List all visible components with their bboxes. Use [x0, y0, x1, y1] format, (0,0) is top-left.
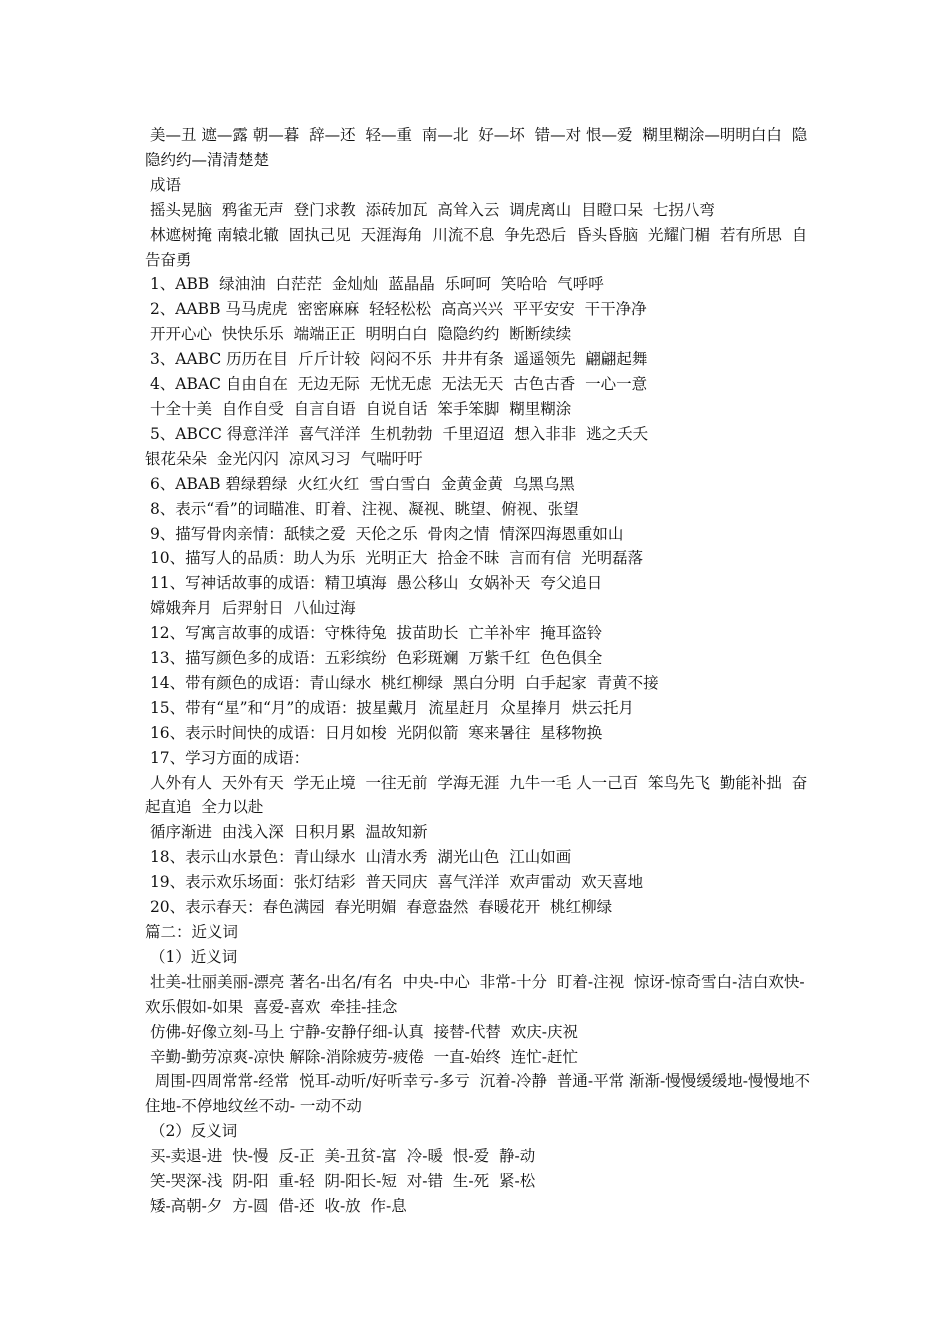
text-line: 仿佛-好像立刻-马上 宁静-安静仔细-认真 接替-代替 欢庆-庆祝 [145, 1022, 578, 1041]
text-line: 10、描写人的品质：助人为乐 光明正大 拾金不昧 言而有信 光明磊落 [145, 549, 644, 568]
text-line: 人外有人 天外有天 学无止境 一往无前 学海无涯 九牛一毛 人一己百 笨鸟先飞 勤能补拙 奋起直追 全力以赴 [145, 773, 808, 817]
text-line: 嫦娥奔月 后羿射日 八仙过海 [145, 599, 356, 618]
text-line: 19、表示欢乐场面：张灯结彩 普天同庆 喜气洋洋 欢声雷动 欢天喜地 [145, 873, 644, 892]
text-line: 十全十美 自作自受 自言自语 自说自话 笨手笨脚 糊里糊涂 [145, 399, 572, 418]
text-line: 2、AABB 马马虎虎 密密麻麻 轻轻松松 高高兴兴 平平安安 干干净净 [145, 300, 647, 319]
text-line: 1、ABB 绿油油 白茫茫 金灿灿 蓝晶晶 乐呵呵 笑哈哈 气呼呼 [145, 275, 604, 294]
text-line: 20、表示春天：春色满园 春光明媚 春意盎然 春暖花开 桃红柳绿 [145, 898, 613, 917]
text-line: 13、描写颜色多的成语：五彩缤纷 色彩斑斓 万紫千红 色色俱全 [145, 649, 603, 668]
text-line: 开开心心 快快乐乐 端端正正 明明白白 隐隐约约 断断续续 [145, 325, 572, 344]
text-line: 18、表示山水景色：青山绿水 山清水秀 湖光山色 江山如画 [145, 848, 572, 867]
text-line: 壮美-壮丽美丽-漂亮 著名-出名/有名 中央-中心 非常-十分 盯着-注视 惊讶-惊奇雪白-洁白欢快-欢乐假如-如果 喜爱-喜欢 牵挂-挂念 [145, 972, 805, 1016]
text-line: 9、描写骨肉亲情：舐犊之爱 天伦之乐 骨肉之情 情深四海恩重如山 [145, 524, 624, 543]
text-line: 成语 [145, 175, 181, 194]
text-line: 14、带有颜色的成语：青山绿水 桃红柳绿 黑白分明 白手起家 青黄不接 [145, 673, 659, 692]
text-line: 6、ABAB 碧绿碧绿 火红火红 雪白雪白 金黄金黄 乌黑乌黑 [145, 474, 575, 493]
text-line: 摇头晃脑 鸦雀无声 登门求教 添砖加瓦 高耸入云 调虎离山 目瞪口呆 七拐八弯 [145, 200, 715, 219]
text-line: 笑-哭深-浅 阴-阳 重-轻 阴-阳长-短 对-错 生-死 紧-松 [145, 1172, 536, 1191]
text-line: （2）反义词 [145, 1122, 238, 1141]
text-line: 辛勤-勤劳凉爽-凉快 解除-消除疲劳-疲倦 一直-始终 连忙-赶忙 [145, 1047, 578, 1066]
text-line: （1）近义词 [145, 947, 238, 966]
text-line: 银花朵朵 金光闪闪 凉风习习 气喘吁吁 [145, 449, 423, 468]
text-line: 15、带有“星”和“月”的成语：披星戴月 流星赶月 众星捧月 烘云托月 [145, 698, 634, 717]
text-line: 林遮树掩 南辕北辙 固执己见 天涯海角 川流不息 争先恐后 昏头昏脑 光耀门楣 若有所思 自告奋勇 [145, 225, 808, 269]
text-line: 17、学习方面的成语： [145, 748, 310, 767]
document-body [145, 123, 810, 1219]
text-line: 篇二：近义词 [145, 923, 239, 941]
text-line: 美—丑 遮—露 朝—暮 辞—还 轻—重 南—北 好—坏 错—对 恨—爱 糊里糊涂—明明白白 隐隐约约—清清楚楚 [145, 126, 808, 169]
text-line: 16、表示时间快的成语：日月如梭 光阴似箭 寒来暑往 星移物换 [145, 723, 603, 742]
text-line: 8、表示“看”的词瞄准、盯着、注视、凝视、眺望、俯视、张望 [145, 499, 579, 518]
text-line: 5、ABCC 得意洋洋 喜气洋洋 生机勃勃 千里迢迢 想入非非 逃之夭夭 [145, 424, 649, 443]
text-line: 4、ABAC 自由自在 无边无际 无忧无虑 无法无天 古色古香 一心一意 [145, 375, 648, 394]
text-line: 11、写神话故事的成语：精卫填海 愚公移山 女娲补天 夸父追日 [145, 574, 603, 593]
text-line: 循序渐进 由浅入深 日积月累 温故知新 [145, 823, 428, 842]
text-line: 12、写寓言故事的成语：守株待兔 拔苗助长 亡羊补牢 掩耳盗铃 [145, 624, 603, 643]
text-line: 周围-四周常常-经常 悦耳-动听/好听幸亏-多亏 沉着-冷静 普通-平常 渐渐-慢慢缓缓地-慢慢地不住地-不停地纹丝不动- 一动不动 [145, 1072, 810, 1116]
text-line: 矮-高朝-夕 方-圆 借-还 收-放 作-息 [145, 1196, 407, 1215]
text-line: 买-卖退-进 快-慢 反-正 美-丑贫-富 冷-暖 恨-爱 静-动 [145, 1147, 536, 1166]
text-line: 3、AABC 历历在目 斤斤计较 闷闷不乐 井井有条 遥遥领先 翩翩起舞 [145, 350, 648, 369]
